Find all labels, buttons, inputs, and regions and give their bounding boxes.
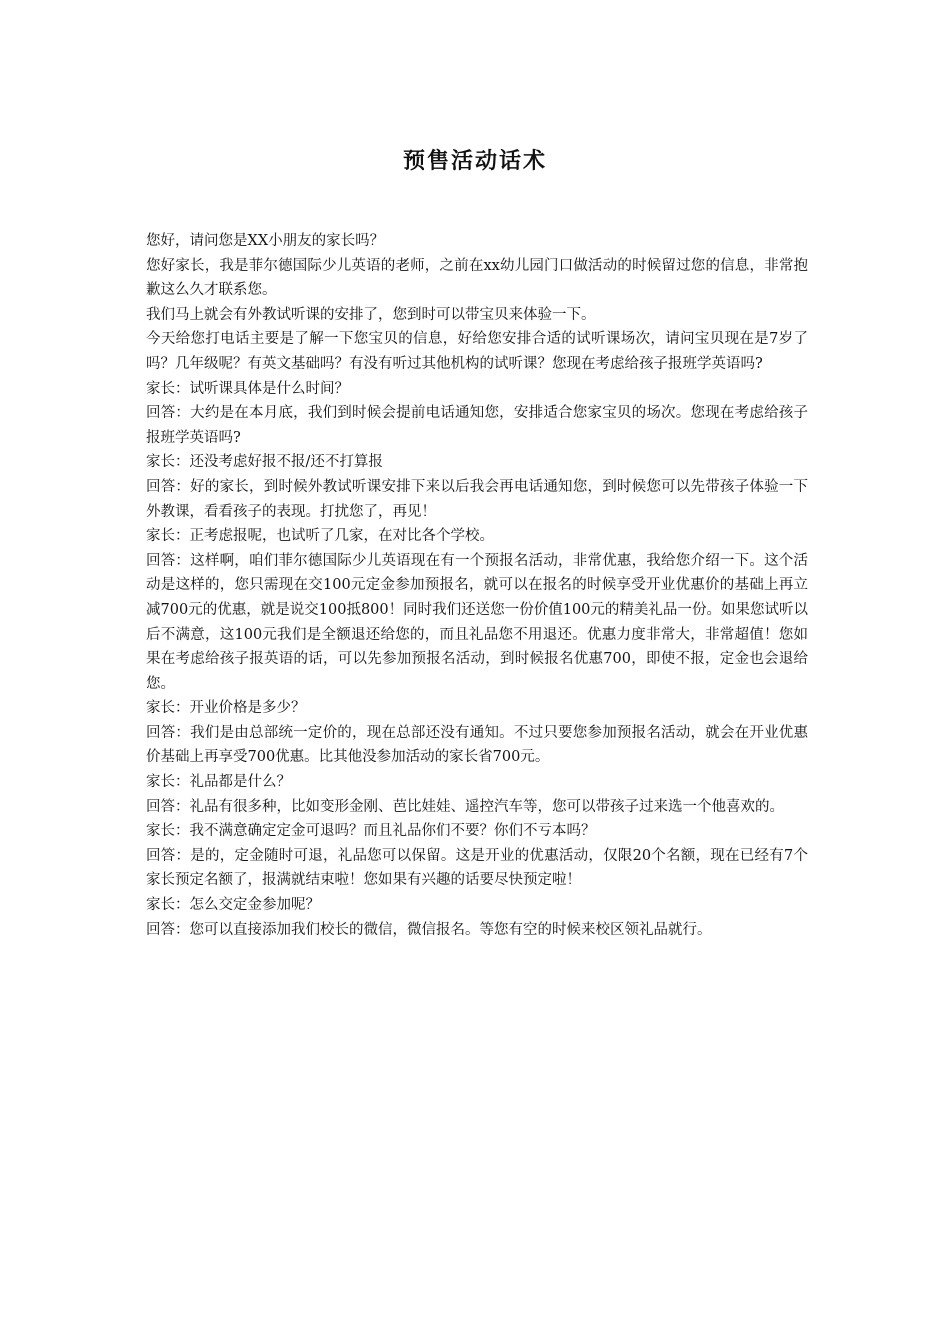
paragraph-purpose: 今天给您打电话主要是了解一下您宝贝的信息，好给您安排合适的试听课场次，请问宝贝现在是7岁了吗？几年级呢？有英文基础吗？有没有听过其他机构的试听课？您现在考虑给孩子报班学英语吗? (146, 331, 808, 372)
paragraph-introduction: 您好家长，我是菲尔德国际少儿英语的老师，之前在xx幼儿园门口做活动的时候留过您的信息，非常抱歉这么久才联系您。 (146, 257, 808, 299)
paragraph-parent-q7: 家长：怎么交定金参加呢？ (146, 897, 320, 914)
paragraph-answer-7: 回答：您可以直接添加我们校长的微信，微信报名。等您有空的时候来校区领礼品就行。 (146, 921, 712, 938)
document-body (146, 229, 808, 942)
paragraph-parent-q1: 家长：试听课具体是什么时间？ (146, 380, 349, 397)
paragraph-parent-q6: 家长：我不满意确定定金可退吗？而且礼品你们不要？你们不亏本吗？ (146, 823, 596, 840)
document-title: 预售活动话术 (402, 149, 547, 174)
paragraph-answer-6: 回答：是的，定金随时可退，礼品您可以保留。这是开业的优惠活动，仅限20个名额，现在已经有7个家长预定名额了，报满就结束啦！您如果有兴趣的话要尽快预定啦！ (146, 847, 808, 889)
paragraph-answer-2: 回答：好的家长，到时候外教试听课安排下来以后我会再电话通知您，到时候您可以先带孩子体验一下外教课，看看孩子的表现。打扰您了，再见！ (146, 478, 808, 520)
paragraph-answer-3: 回答：这样啊，咱们菲尔德国际少儿英语现在有一个预报名活动，非常优惠，我给您介绍一下。这个活动是这样的，您只需现在交100元定金参加预报名，就可以在报名的时候享受开业优惠价的基础上再立减700元的优惠，就是说交100抵800！同时我们还送您一份价值100元的精美礼品一份。如果您试听以后不满意，这100元我们是全额退还给您的，而且礼品您不用退还。优惠力度非常大，非常超值！您如果在考虑给孩子报英语的话，可以先参加预报名活动，到时候报名优惠700，即使不报，定金也会退给您。 (146, 552, 808, 692)
paragraph-parent-q2: 家长：还没考虑好报不报/还不打算报 (146, 454, 383, 471)
paragraph-parent-q5: 家长：礼品都是什么？ (146, 774, 291, 791)
paragraph-greeting: 您好，请问您是XX小朋友的家长吗？ (146, 233, 385, 249)
paragraph-answer-5: 回答：礼品有很多种，比如变形金刚、芭比娃娃、遥控汽车等，您可以带孩子过来选一个他喜欢的。 (146, 798, 784, 815)
paragraph-trial-class: 我们马上就会有外教试听课的安排了，您到时可以带宝贝来体验一下。 (146, 306, 596, 323)
paragraph-parent-q3: 家长：正考虑报呢，也试听了几家，在对比各个学校。 (146, 528, 494, 545)
paragraph-answer-4: 回答：我们是由总部统一定价的，现在总部还没有通知。不过只要您参加预报名活动，就会在开业优惠价基础上再享受700优惠。比其他没参加活动的家长省700元。 (146, 724, 808, 766)
paragraph-answer-1: 回答：大约是在本月底，我们到时候会提前电话通知您，安排适合您家宝贝的场次。您现在考虑给孩子报班学英语吗? (146, 405, 808, 446)
paragraph-parent-q4: 家长：开业价格是多少？ (146, 700, 306, 717)
